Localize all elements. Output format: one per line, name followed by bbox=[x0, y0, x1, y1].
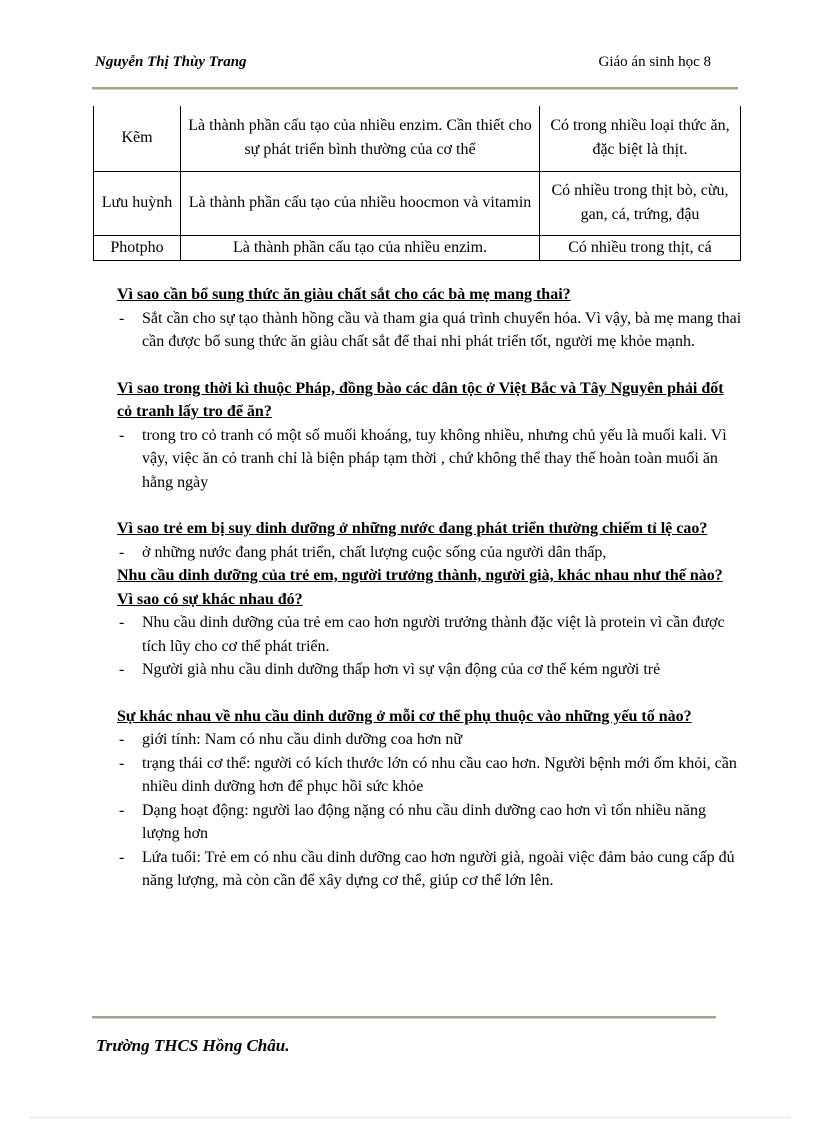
qa-section bbox=[117, 377, 742, 495]
table-row bbox=[94, 106, 741, 171]
answer-item: - Dạng hoạt động: người lao động nặng có nhu cầu dinh dưỡng cao hơn vì tốn nhiều năng lượng hơn bbox=[117, 799, 742, 846]
qa-section bbox=[117, 564, 742, 682]
table-row bbox=[94, 171, 741, 235]
mineral-name-cell: Photpho bbox=[94, 235, 181, 260]
school-name: Trường THCS Hồng Châu. bbox=[96, 1036, 290, 1055]
question-heading: Vì sao trong thời kì thuộc Pháp, đồng bào các dân tộc ở Việt Bắc và Tây Nguyên phải đốt cỏ tranh lấy tro để ăn? bbox=[117, 379, 724, 420]
answer-item: - ở những nước đang phát triển, chất lượng cuộc sống của người dân thấp, bbox=[117, 541, 742, 565]
answer-list bbox=[117, 728, 742, 893]
answer-item: - trạng thái cơ thể: người có kích thước lớn có nhu cầu cao hơn. Người bệnh mới ốm khỏi, cần nhiều dinh dưỡng hơn để phục hồi sức khỏe bbox=[117, 752, 742, 799]
mineral-role-cell: Là thành phần cấu tạo của nhiều hoocmon và vitamin bbox=[181, 171, 540, 235]
table-row bbox=[94, 235, 741, 260]
answer-item: - trong tro cỏ tranh có một số muối khoáng, tuy không nhiều, nhưng chủ yếu là muối kali. Vì vậy, việc ăn cỏ tranh chỉ là biện pháp tạm thời , chứ không thể thay thế hoàn toàn muối ăn hằng ngày bbox=[117, 424, 742, 495]
answer-item: - Nhu cầu dinh dưỡng của trẻ em cao hơn người trưởng thành đặc việt là protein vì cần được tích lũy cho cơ thể phát triển. bbox=[117, 611, 742, 658]
answer-item: - giới tính: Nam có nhu cầu dinh dưỡng coa hơn nữ bbox=[117, 728, 742, 752]
answer-list bbox=[117, 611, 742, 682]
author-name: Nguyễn Thị Thùy Trang bbox=[95, 54, 247, 70]
question-heading: Vì sao trẻ em bị suy dinh dưỡng ở những nước đang phát triển thường chiếm tỉ lệ cao? bbox=[117, 520, 708, 537]
question-heading: Vì sao cần bổ sung thức ăn giàu chất sắt cho các bà mẹ mang thai? bbox=[117, 286, 571, 303]
mineral-role-cell: Là thành phần cấu tạo của nhiều enzim. Cần thiết cho sự phát triển bình thường của cơ thể bbox=[181, 106, 540, 171]
qa-section bbox=[117, 705, 742, 893]
qa-section bbox=[117, 283, 742, 354]
header-divider bbox=[92, 87, 738, 89]
answer-list bbox=[117, 424, 742, 495]
qa-content bbox=[117, 283, 742, 893]
page-header bbox=[95, 54, 711, 74]
document-subject: Giáo án sinh học 8 bbox=[598, 54, 711, 70]
page-edge-dotted-line bbox=[30, 1117, 790, 1118]
mineral-source-cell: Có nhiều trong thịt, cá bbox=[540, 235, 741, 260]
mineral-role-cell: Là thành phần cấu tạo của nhiều enzim. bbox=[181, 235, 540, 260]
answer-item: - Sắt cần cho sự tạo thành hồng cầu và tham gia quá trình chuyển hóa. Vì vậy, bà mẹ mang thai cần được bổ sung thức ăn giàu chất sắt để thai nhi phát triển tốt, người mẹ khỏe mạnh. bbox=[117, 307, 742, 354]
mineral-name-cell: Kẽm bbox=[94, 106, 181, 171]
answer-list bbox=[117, 307, 742, 354]
question-heading: Nhu cầu dinh dưỡng của trẻ em, người trưởng thành, người già, khác nhau như thế nào? Vì sao có sự khác nhau đó? bbox=[117, 567, 723, 608]
mineral-source-cell: Có nhiều trong thịt bò, cừu, gan, cá, trứng, đậu bbox=[540, 171, 741, 235]
answer-item: - Lứa tuổi: Trẻ em có nhu cầu dinh dưỡng cao hơn người già, ngoài việc đảm bảo cung cấp đủ năng lượng, mà còn cần để xây dựng cơ thể, giúp cơ thể lớn lên. bbox=[117, 846, 742, 893]
footer-divider bbox=[92, 1016, 716, 1018]
answer-item: - Người già nhu cầu dinh dưỡng thấp hơn vì sự vận động của cơ thể kém người trẻ bbox=[117, 658, 742, 682]
question-heading: Sự khác nhau về nhu cầu dinh dưỡng ở mỗi cơ thể phụ thuộc vào những yếu tố nào? bbox=[117, 707, 692, 725]
answer-list bbox=[117, 541, 742, 565]
mineral-source-cell: Có trong nhiều loại thức ăn, đặc biệt là thịt. bbox=[540, 106, 741, 171]
mineral-table bbox=[93, 106, 741, 261]
mineral-name-cell: Lưu huỳnh bbox=[94, 171, 181, 235]
qa-section bbox=[117, 517, 742, 564]
